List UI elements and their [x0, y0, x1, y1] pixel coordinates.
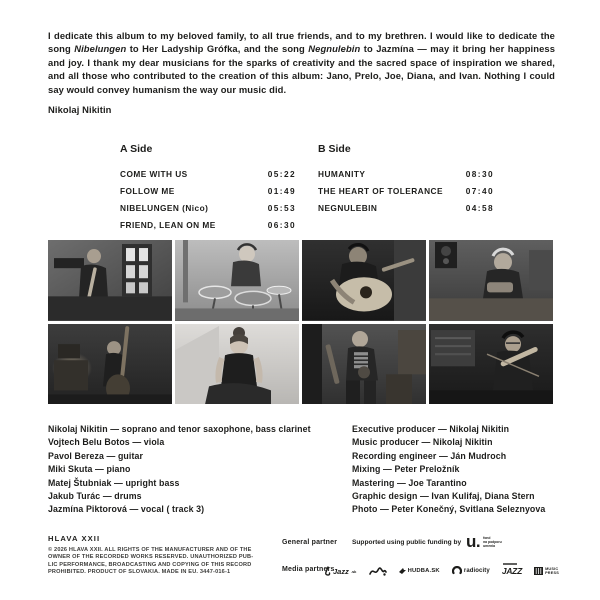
photo-upright-bass-player: [48, 324, 172, 405]
track-row: [318, 183, 494, 200]
photo-vocalist-portrait: [175, 324, 299, 405]
track-time: 05:53: [267, 203, 296, 213]
side-a-title: A Side: [120, 143, 153, 155]
musician-photo-grid: [48, 240, 553, 404]
hudba-sk-logo: HUDBA.SK: [399, 567, 440, 575]
track-title: FOLLOW ME: [120, 186, 175, 196]
credit-line: Executive producer — Nikolaj Nikitin: [352, 424, 510, 434]
jazz-sk-logo: Jazz .sk: [323, 566, 356, 576]
arts-council-logo-text: fond na podporu umenia: [483, 536, 502, 549]
side-a-tracklist: [120, 143, 296, 234]
track-title: HUMANITY: [318, 169, 366, 179]
credit-line: Mastering — Joe Tarantino: [352, 477, 467, 488]
copyright-line: OWNER OF THE RECORDED WORKS RESERVED. UNAUTHORIZED PUB-: [48, 554, 254, 561]
record-label-name: HLAVA XXII: [48, 534, 101, 543]
side-b-tracklist: [318, 143, 494, 217]
credit-line: Recording engineer — Ján Mudroch: [352, 450, 507, 461]
credit-line: Jazmína Piktorová — vocal ( track 3): [48, 504, 205, 515]
track-time: 04:58: [465, 203, 494, 213]
credit-line: Music producer — Nikolaj Nikitin: [352, 437, 493, 448]
track-row: [120, 183, 296, 200]
photo-musician-with-gear: [302, 324, 426, 405]
credit-line: Photo — Peter Konečný, Svitlana Seleznyova: [352, 504, 546, 515]
credit-line: Miki Skuta — piano: [48, 464, 131, 475]
general-partner-label: General partner: [282, 539, 338, 546]
credit-line: Vojtech Belu Botos — viola: [48, 437, 165, 448]
copyright-line: PROHIBITED. PRODUCT OF SLOVAKIA. MADE IN EU. 3447-016-1: [48, 569, 231, 576]
credit-line: Mixing — Peter Preložník: [352, 464, 460, 475]
track-time: 06:30: [267, 220, 296, 230]
credit-line: Graphic design — Ivan Kulifaj, Diana Stern: [352, 491, 535, 502]
arts-council-mark: u.: [466, 532, 481, 551]
side-b-title: B Side: [318, 143, 351, 155]
track-row: [318, 200, 494, 217]
photo-drummer-at-kit: [175, 240, 299, 321]
track-title: THE HEART OF TOLERANCE: [318, 186, 443, 196]
photo-violist-with-headphones: [429, 324, 553, 405]
credit-line: Pavol Bereza — guitar: [48, 450, 143, 461]
script-signature-logo: [369, 566, 387, 577]
signature-icon: [369, 566, 387, 577]
media-partners-label: Media partners: [282, 566, 335, 573]
track-row: [120, 217, 296, 234]
radio-circle-icon: [452, 566, 462, 576]
copyright-notice: [48, 547, 273, 577]
music-press-logo: MUSIC PRESS: [534, 567, 559, 575]
track-title: COME WITH US: [120, 169, 188, 179]
radiocity-logo: radiocity: [452, 566, 490, 576]
dedication-text: I dedicate this album to my beloved family, to all true friends, and to my brethren. I would like to dedicate the song Nibelungen to Her Ladyship Grófka, and the song Negnulebin to Jazmína — may it bring her happiness and joy. I thank my dear musicians for the sparks of creativity and the sacred space of inspiration we shared, and all those who contributed to the creation of this album: Jano, Prelo, Joe, Diana, and Ivan. Nothing I could say would convey humanism the way our music did.: [48, 30, 556, 95]
track-time: 07:40: [465, 186, 494, 196]
saxophone-icon: [323, 566, 331, 576]
jazz-radio-logo: JAZZ: [502, 566, 522, 576]
bird-icon: [399, 567, 406, 575]
copyright-line: LIC PERFORMANCE, BROADCASTING AND COPYING OF THIS RECORD: [48, 561, 252, 568]
track-row: [318, 166, 494, 183]
artist-signature: Nikolaj Nikitin: [48, 104, 112, 115]
track-time: 05:22: [267, 169, 296, 179]
arts-council-logo: [466, 533, 502, 550]
photo-guitarist-acoustic: [302, 240, 426, 321]
track-time: 08:30: [465, 169, 494, 179]
public-funding-note: Supported using public funding by: [352, 539, 462, 546]
musician-credits: [48, 423, 311, 517]
media-partner-logos: [323, 561, 559, 581]
credit-line: Nikolaj Nikitin — soprano and tenor saxophone, bass clarinet: [48, 424, 311, 434]
credit-line: Jakub Turác — drums: [48, 491, 142, 502]
fineprint-mark: [503, 563, 517, 565]
track-row: [120, 166, 296, 183]
credit-line: Matej Štubniak — upright bass: [48, 477, 180, 488]
track-title: NIBELUNGEN (Nico): [120, 203, 209, 213]
track-title: NEGNULEBIN: [318, 203, 378, 213]
production-credits: [352, 423, 545, 517]
track-time: 01:49: [267, 186, 296, 196]
track-row: [120, 200, 296, 217]
copyright-line: © 2026 HLAVA XXII. ALL RIGHTS OF THE MANUFACTURER AND OF THE: [48, 547, 252, 553]
photo-engineer-at-desk: [429, 240, 553, 321]
piano-keys-icon: [534, 567, 543, 575]
track-title: FRIEND, LEAN ON ME: [120, 220, 216, 230]
photo-saxophonist-by-window: [48, 240, 172, 321]
